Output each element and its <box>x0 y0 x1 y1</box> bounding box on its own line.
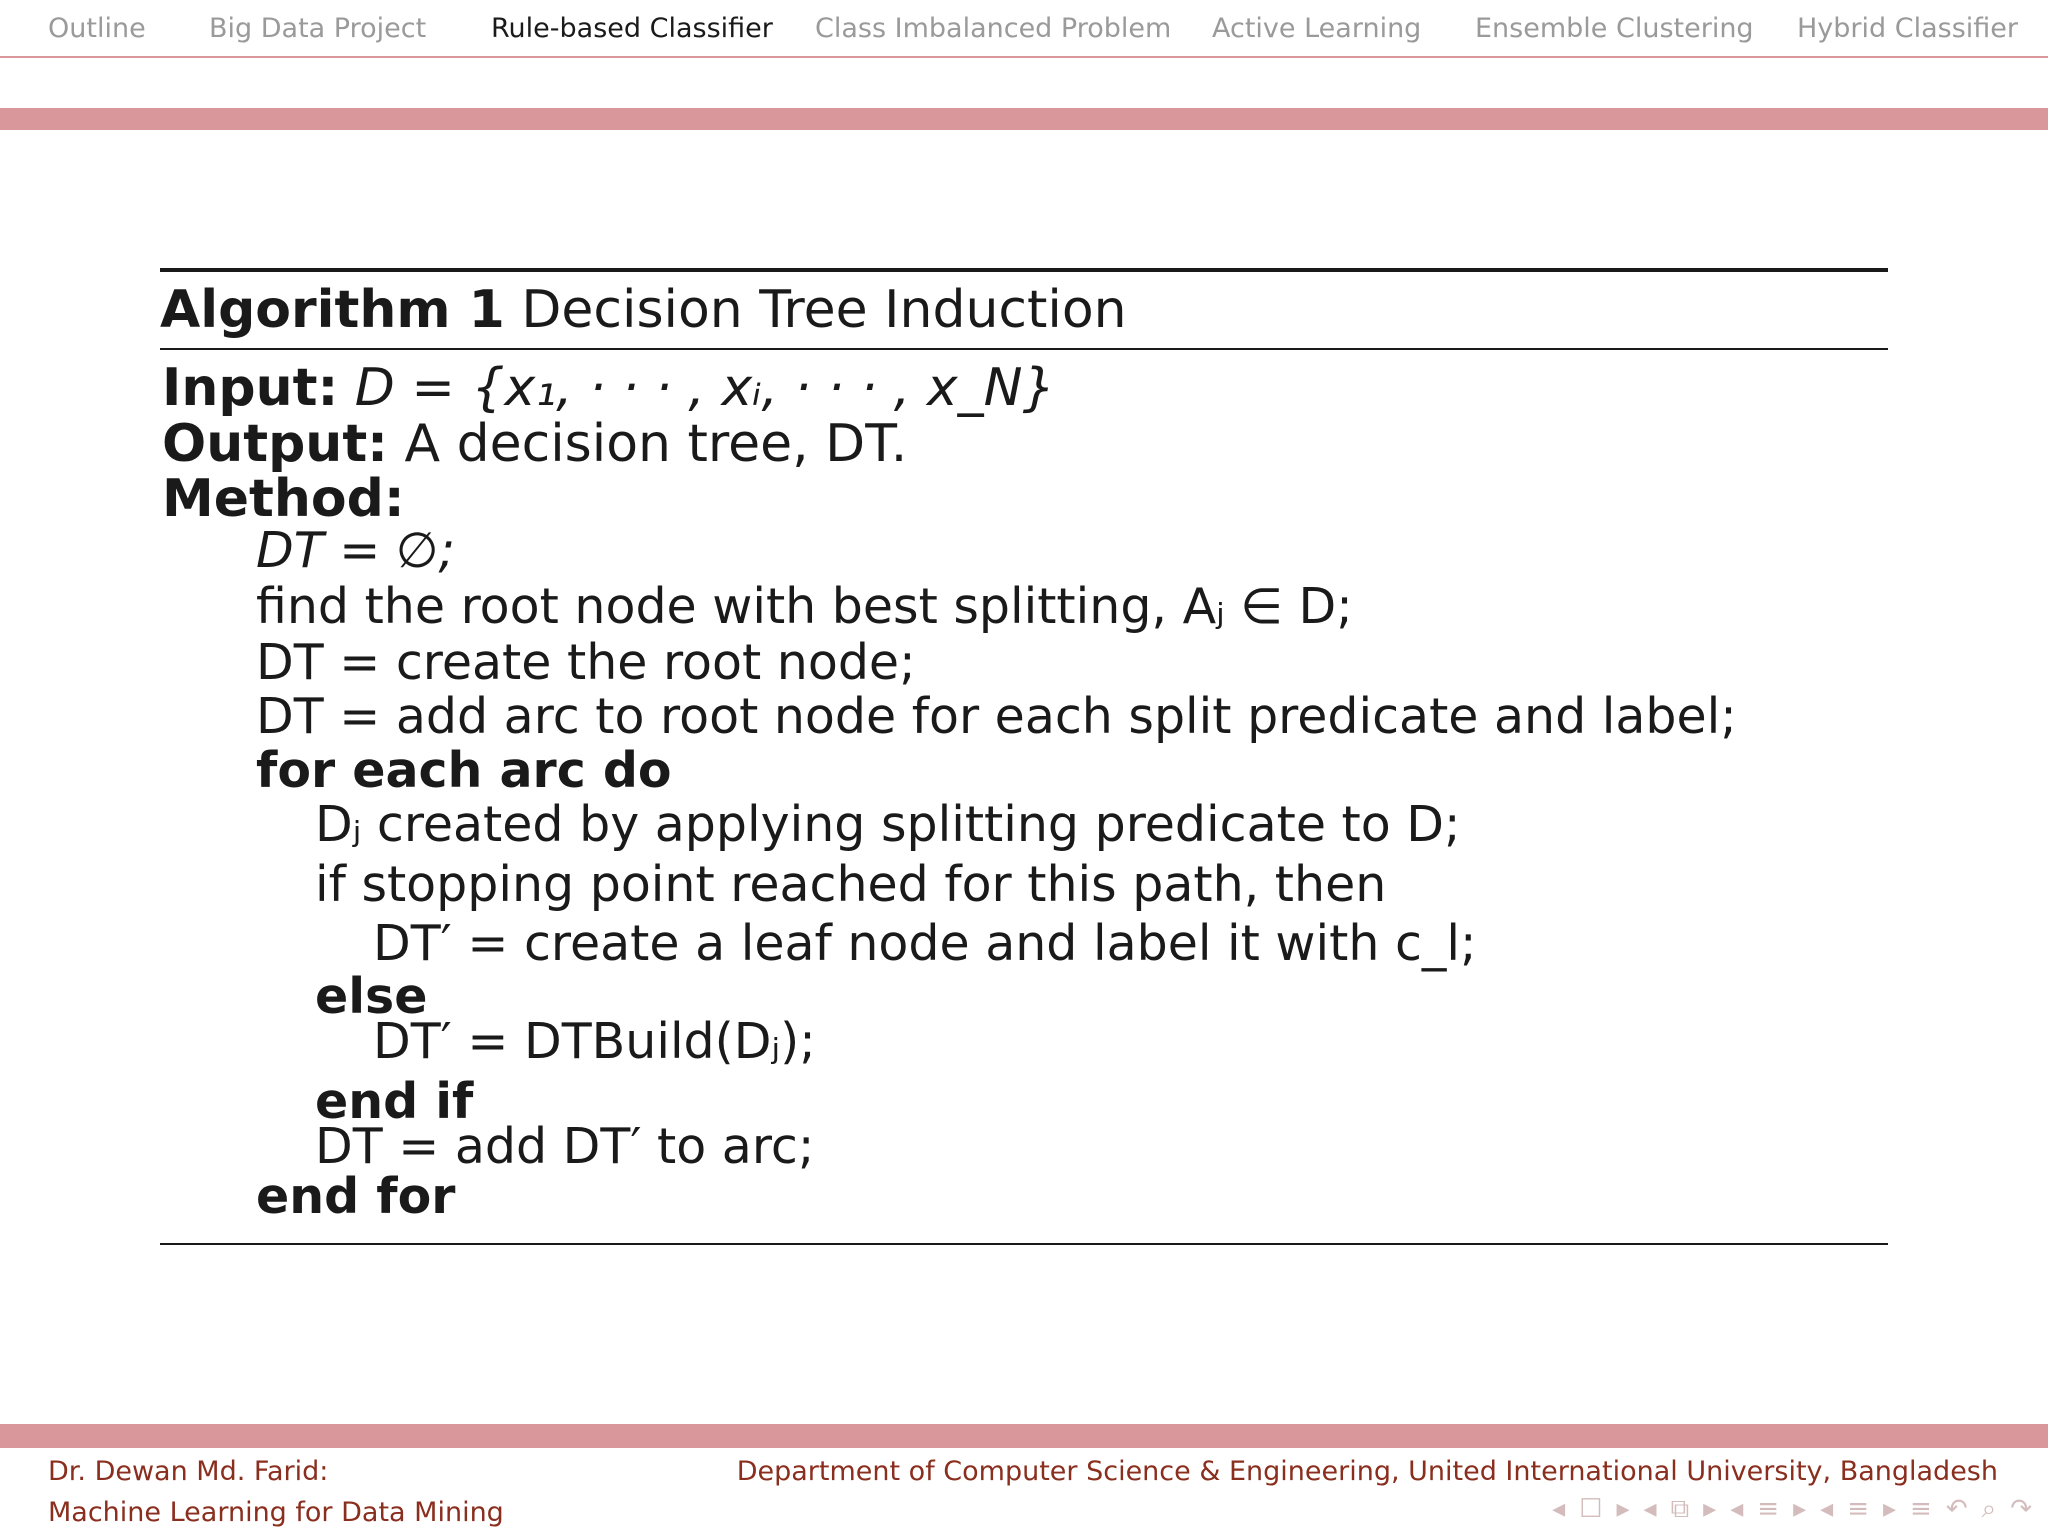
line-text: DT′ = DTBuild(Dⱼ); <box>373 1013 816 1070</box>
prev-slide-icon[interactable]: ◂ <box>1820 1494 1834 1524</box>
line-text: Dⱼ created by applying splitting predicate to D; <box>315 796 1461 853</box>
next-section-icon[interactable]: ▸ <box>1703 1494 1717 1524</box>
line-text: for each arc do <box>256 742 672 799</box>
prev-section-icon[interactable]: ◂ <box>1643 1494 1657 1524</box>
algorithm-caption <box>160 272 1888 348</box>
line-text: if stopping point reached for this path, then <box>315 856 1387 913</box>
forward-icon[interactable]: ↷ <box>2010 1494 2032 1524</box>
nav-active-learning[interactable]: Active Learning <box>1212 13 1422 44</box>
method-label: Method: <box>162 469 405 529</box>
line-text: end for <box>256 1168 456 1225</box>
algorithm-body <box>160 350 1888 1243</box>
nav-hybrid-classifier[interactable]: Hybrid Classifier <box>1797 13 2018 44</box>
footer-course: Machine Learning for Data Mining <box>48 1497 504 1528</box>
nav-class-imbalanced-problem[interactable]: Class Imbalanced Problem <box>815 13 1172 44</box>
toc-icon[interactable]: ≡ <box>1910 1494 1932 1524</box>
output-line <box>162 414 907 474</box>
prev-subsection-icon[interactable]: ◂ <box>1730 1494 1744 1524</box>
next-slide-icon[interactable]: ▸ <box>1882 1494 1897 1524</box>
output-label: Output: <box>162 414 388 474</box>
nav-rule-based-classifier[interactable]: Rule-based Classifier <box>491 13 773 44</box>
input-label: Input: <box>162 358 339 418</box>
back-icon[interactable]: ↶ <box>1945 1494 1968 1524</box>
line-text: DT = add DT′ to arc; <box>315 1118 815 1175</box>
footer-department: Department of Computer Science & Engineering, United International University, Bangladesh <box>736 1456 1998 1487</box>
frame-icon[interactable]: ☐ <box>1579 1494 1603 1524</box>
line-text: else <box>315 968 428 1025</box>
nav-ensemble-clustering[interactable]: Ensemble Clustering <box>1475 13 1754 44</box>
bottom-rule <box>160 1243 1888 1245</box>
beamer-navigation-controls <box>1552 1492 2032 1526</box>
section-navigation <box>0 0 2048 58</box>
algorithm-box <box>160 268 1888 1245</box>
nav-outline[interactable]: Outline <box>48 13 146 44</box>
header-band <box>0 108 2048 130</box>
prev-frame-icon[interactable]: ◂ <box>1552 1494 1566 1524</box>
output-value: A decision tree, DT. <box>404 414 908 474</box>
input-value: D = {x₁, · · · , xᵢ, · · · , x_N} <box>354 358 1056 418</box>
nav-big-data-project[interactable]: Big Data Project <box>209 13 427 44</box>
footer-band <box>0 1424 2048 1448</box>
footer-author: Dr. Dewan Md. Farid: <box>48 1456 329 1487</box>
algorithm-number: Algorithm 1 <box>160 280 505 340</box>
next-frame-icon[interactable]: ▸ <box>1616 1494 1630 1524</box>
method-line <box>162 469 405 529</box>
line-text: end if <box>315 1073 474 1130</box>
subsection-icon[interactable]: ≡ <box>1757 1494 1780 1524</box>
section-icon[interactable]: ⧉ <box>1670 1493 1690 1524</box>
line-text: DT = add arc to root node for each split predicate and label; <box>256 688 1737 745</box>
algorithm-title: Decision Tree Induction <box>521 280 1127 340</box>
search-icon[interactable]: ⌕ <box>1981 1493 1997 1524</box>
line-text: DT = create the root node; <box>256 634 916 691</box>
line-text: find the root node with best splitting, Aⱼ ∈ D; <box>256 578 1353 635</box>
line-text: DT = ∅; <box>256 522 456 579</box>
next-subsection-icon[interactable]: ▸ <box>1793 1494 1807 1524</box>
input-line <box>162 358 1056 418</box>
line-text: DT′ = create a leaf node and label it with c_l; <box>373 915 1477 972</box>
slide-list-icon[interactable]: ≡ <box>1847 1494 1869 1524</box>
